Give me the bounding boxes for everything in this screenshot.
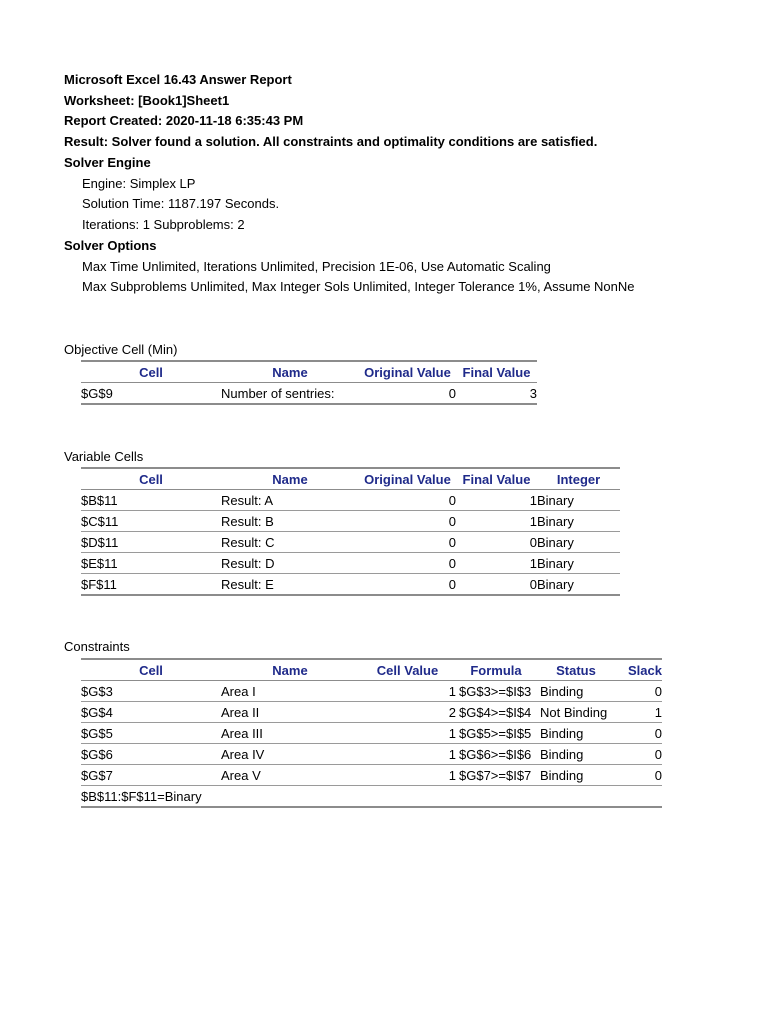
solution-time-line: Solution Time: 1187.197 Seconds.: [82, 196, 280, 211]
integer-type: Binary: [537, 511, 620, 532]
formula: $G$6>=$I$6: [456, 744, 536, 765]
cell-name: Result: D: [221, 553, 359, 574]
cell-ref: $C$11: [81, 511, 221, 532]
table-row: [81, 511, 620, 532]
original-value: 0: [359, 574, 456, 596]
objective-caption: Objective Cell (Min): [64, 342, 178, 357]
objective-header-cell: Cell: [81, 361, 221, 383]
final-value: 3: [456, 383, 537, 405]
status: Not Binding: [536, 702, 616, 723]
engine-line: Engine: Simplex LP: [82, 176, 196, 191]
options-line-2: Max Subproblems Unlimited, Max Integer Sols Unlimited, Integer Tolerance 1%, Assume NonNe: [82, 279, 635, 294]
original-value: 0: [359, 490, 456, 511]
integer-type: Binary: [537, 490, 620, 511]
table-row: [81, 723, 662, 744]
final-value: 1: [456, 553, 537, 574]
table-row: [81, 574, 620, 596]
final-value: 1: [456, 490, 537, 511]
table-row: [81, 383, 537, 405]
variables-header-final: Final Value: [456, 468, 537, 490]
constraints-table: [81, 658, 662, 808]
variables-header-original: Original Value: [359, 468, 456, 490]
objective-header-original: Original Value: [359, 361, 456, 383]
cell-value: 1: [359, 723, 456, 744]
constraints-header-cell: Cell: [81, 659, 221, 681]
constraints-header-row: [81, 659, 662, 681]
cell-ref: $G$4: [81, 702, 221, 723]
variables-header-integer: Integer: [537, 468, 620, 490]
integer-type: Binary: [537, 553, 620, 574]
cell-name: Area IV: [221, 744, 359, 765]
cell-ref: $G$3: [81, 681, 221, 702]
cell-ref: $G$9: [81, 383, 221, 405]
cell-name: Area III: [221, 723, 359, 744]
constraints-header-slack: Slack: [616, 659, 662, 681]
final-value: 1: [456, 511, 537, 532]
original-value: 0: [359, 511, 456, 532]
table-row: [81, 553, 620, 574]
final-value: 0: [456, 574, 537, 596]
formula: $G$5>=$I$5: [456, 723, 536, 744]
original-value: 0: [359, 383, 456, 405]
integer-type: Binary: [537, 574, 620, 596]
cell-ref: $G$6: [81, 744, 221, 765]
cell-name: Result: E: [221, 574, 359, 596]
constraints-header-status: Status: [536, 659, 616, 681]
cell-name: Area II: [221, 702, 359, 723]
status: Binding: [536, 723, 616, 744]
final-value: 0: [456, 532, 537, 553]
cell-value: 1: [359, 765, 456, 786]
report-created-line: Report Created: 2020-11-18 6:35:43 PM: [64, 113, 304, 128]
original-value: 0: [359, 532, 456, 553]
constraints-caption: Constraints: [64, 639, 130, 654]
cell-name: Area I: [221, 681, 359, 702]
binary-constraint: $B$11:$F$11=Binary: [81, 786, 662, 808]
cell-ref: $E$11: [81, 553, 221, 574]
original-value: 0: [359, 553, 456, 574]
cell-name: Area V: [221, 765, 359, 786]
constraints-header-name: Name: [221, 659, 359, 681]
variables-header-cell: Cell: [81, 468, 221, 490]
table-row: [81, 532, 620, 553]
cell-name: Result: C: [221, 532, 359, 553]
table-row: [81, 702, 662, 723]
result-line: Result: Solver found a solution. All constraints and optimality conditions are satisfied.: [64, 134, 598, 149]
formula: $G$7>=$I$7: [456, 765, 536, 786]
cell-value: 1: [359, 681, 456, 702]
cell-ref: $F$11: [81, 574, 221, 596]
cell-name: Result: A: [221, 490, 359, 511]
iterations-line: Iterations: 1 Subproblems: 2: [82, 217, 245, 232]
status: Binding: [536, 765, 616, 786]
table-row: [81, 786, 662, 808]
cell-name: Number of sentries:: [221, 383, 359, 405]
slack: 0: [616, 723, 662, 744]
slack: 0: [616, 681, 662, 702]
formula: $G$3>=$I$3: [456, 681, 536, 702]
cell-ref: $G$7: [81, 765, 221, 786]
variables-caption: Variable Cells: [64, 449, 144, 464]
table-row: [81, 765, 662, 786]
cell-name: Result: B: [221, 511, 359, 532]
table-row: [81, 681, 662, 702]
table-row: [81, 490, 620, 511]
variables-table: [81, 467, 620, 596]
status: Binding: [536, 744, 616, 765]
constraints-header-cell-value: Cell Value: [359, 659, 456, 681]
objective-header-name: Name: [221, 361, 359, 383]
formula: $G$4>=$I$4: [456, 702, 536, 723]
slack: 0: [616, 765, 662, 786]
cell-ref: $G$5: [81, 723, 221, 744]
slack: 0: [616, 744, 662, 765]
objective-header-final: Final Value: [456, 361, 537, 383]
integer-type: Binary: [537, 532, 620, 553]
worksheet-line: Worksheet: [Book1]Sheet1: [64, 93, 230, 108]
solver-options-heading: Solver Options: [64, 238, 157, 253]
solver-engine-heading: Solver Engine: [64, 155, 151, 170]
cell-ref: $B$11: [81, 490, 221, 511]
status: Binding: [536, 681, 616, 702]
objective-header-row: [81, 361, 537, 383]
objective-table: [81, 360, 537, 405]
slack: 1: [616, 702, 662, 723]
cell-ref: $D$11: [81, 532, 221, 553]
variables-header-row: [81, 468, 620, 490]
variables-header-name: Name: [221, 468, 359, 490]
constraints-header-formula: Formula: [456, 659, 536, 681]
options-line-1: Max Time Unlimited, Iterations Unlimited, Precision 1E-06, Use Automatic Scaling: [82, 259, 551, 274]
table-row: [81, 744, 662, 765]
cell-value: 2: [359, 702, 456, 723]
report-title: Microsoft Excel 16.43 Answer Report: [64, 72, 292, 87]
cell-value: 1: [359, 744, 456, 765]
